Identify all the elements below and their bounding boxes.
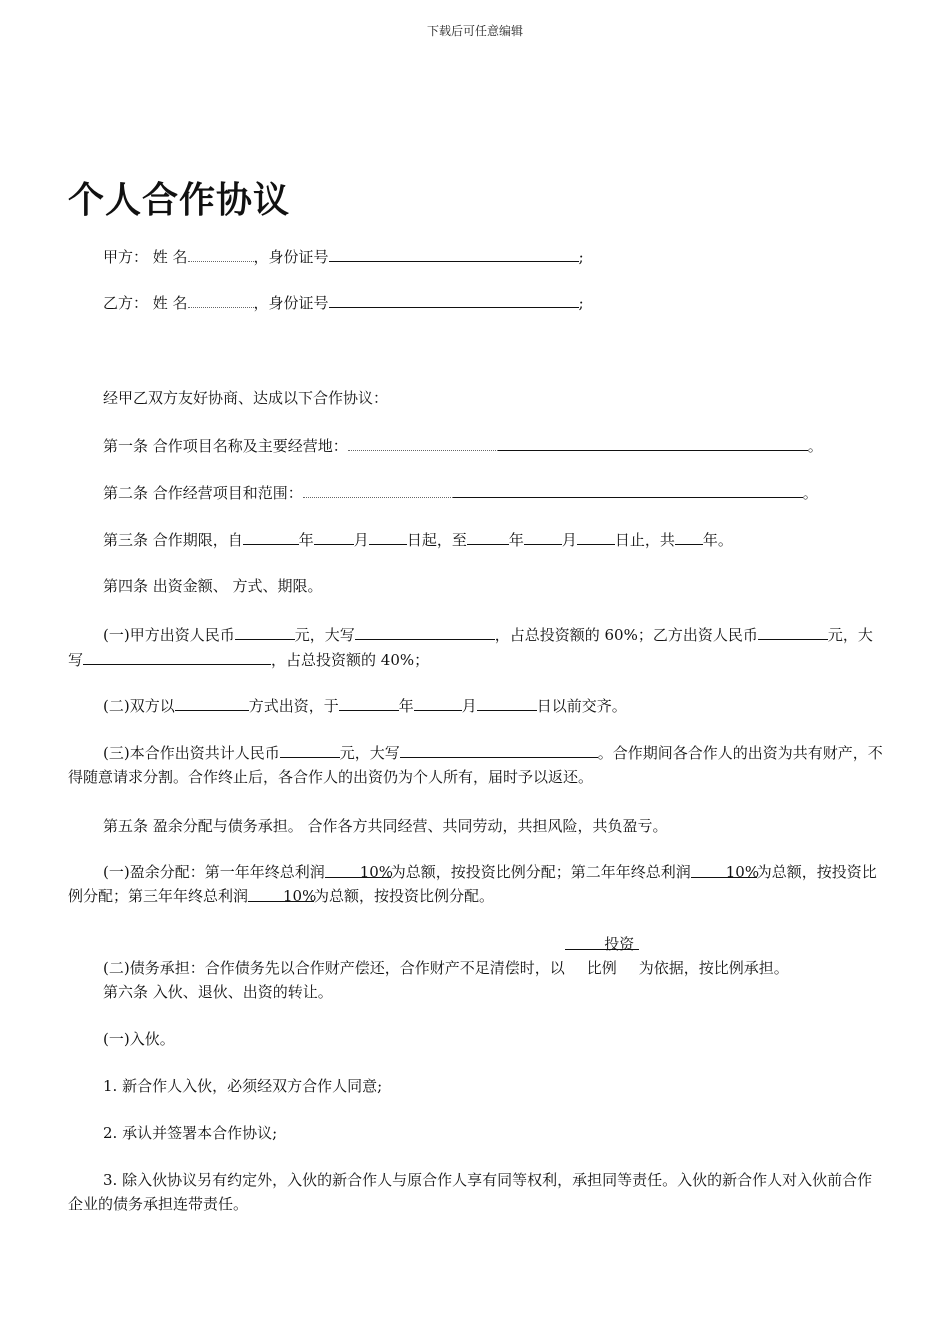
blank-total-amount-words [400,740,598,758]
clause-4-3-text-c: 。合作期间各合作人的出资为共有财产，不得随意请求分割。合作终止后，各合作人的出资仍为个人所有，届时予以返还。 [68,744,883,786]
blank-end-day [577,527,615,545]
party-a-id-blank [329,244,579,262]
article-1-text: 第一条 合作项目名称及主要经营地： [103,437,348,455]
article-2-blank [453,480,803,498]
clause-4-2-text-a: (二)双方以 [103,697,175,715]
article-4-clause-1 [68,622,884,672]
clause-5-2-text-b: 为依据，按比例承担。 [638,959,789,977]
article-4: 第四条 出资金额、 方式、期限。 [103,577,323,595]
party-b-label: 乙方： 姓 名 [103,294,188,312]
party-b-id-blank [329,290,579,308]
article-1-blank-dotted [348,433,498,451]
article-2 [103,480,818,505]
article-1-end: 。 [807,437,823,455]
item-2: 2. 承认并签署本合作协议; [103,1124,278,1142]
clause-4-1-text-a: (一)甲方出资人民币 [103,626,235,644]
article-4-clause-3 [68,740,884,789]
clause-4-2-text-e: 日以前交齐。 [536,697,627,715]
blank-pay-month [414,693,462,711]
blank-start-year [243,527,299,545]
article-3-text-d: 日起，至 [406,531,467,549]
article-3-text-h: 年。 [702,531,733,549]
article-5-clause-1 [68,860,884,908]
clause-5-2-text-a: (二)债务承担：合作债务先以合作财产偿还，合作财产不足清偿时，以 [103,959,565,977]
page-header-note: 下载后可任意编辑 [426,24,523,38]
party-b-name-blank [188,290,254,308]
blank-a-amount [235,622,295,640]
party-a-id-label: ，身份证号 [253,248,329,266]
blank-pay-day [477,693,537,711]
blank-total-years [675,527,703,545]
article-2-end: 。 [802,484,818,502]
profit-year-1: 10% [325,860,391,878]
clause-4-2-text-c: 年 [398,697,414,715]
article-3-text-e: 年 [508,531,524,549]
clause-4-1-text-c: ，占总投资额的 60%；乙方出资人民币 [494,626,758,644]
blank-b-amount [758,622,828,640]
blank-start-month [314,527,354,545]
clause-4-1-text-b: 元，大写 [294,626,355,644]
article-3-text-a: 第三条 合作期限，自 [103,531,243,549]
intro-text: 经甲乙双方友好协商、达成以下合作协议： [103,389,389,407]
clause-4-3-text-b: 元，大写 [339,744,400,762]
clause-4-3-text-a: (三)本合作出资共计人民币 [103,744,280,762]
article-4-clause-2 [68,693,884,718]
clause-4-1-text-d: 元，大写 [68,626,873,669]
article-3 [103,527,733,552]
blank-b-amount-words [83,647,271,665]
party-a-label: 甲方： 姓 名 [103,248,188,266]
profit-year-3: 10% [248,884,314,902]
article-3-text-f: 月 [561,531,577,549]
article-3-text-g: 日止，共 [614,531,675,549]
article-3-text-c: 月 [353,531,369,549]
party-a-line [103,244,584,269]
clause-5-1-text-a: (一)盈余分配：第一年年终总利润 [103,863,325,881]
article-2-text: 第二条 合作经营项目和范围： [103,484,303,502]
article-1-blank [498,433,808,451]
clause-4-2-text-b: 方式出资，于 [248,697,339,715]
clause-5-1-text-c: 为总额，按投资比例分配；第三年年终总利润 [68,863,877,905]
blank-pay-year [339,693,399,711]
item-3: 3. 除入伙协议另有约定外，入伙的新合作人与原合作人享有同等权利，承担同等责任。入伙的新合作人对入伙前合作企业的债务承担连带责任。 [68,1171,873,1213]
article-6: 第六条 入伙、退伙、出资的转让。 [103,983,333,1001]
article-1 [103,433,823,458]
clause-5-1-text-b: 为总额，按投资比例分配；第二年年终总利润 [390,863,691,881]
document-title: 个人合作协议 [68,180,291,221]
clause-4-2-text-d: 月 [461,697,477,715]
blank-method [175,693,249,711]
party-b-line [103,290,584,315]
profit-year-2: 10% [691,860,757,878]
party-a-end: ; [578,248,584,266]
blank-end-month [524,527,562,545]
blank-start-day [369,527,407,545]
party-b-end: ; [578,294,584,312]
article-6-clause-1: (一)入伙。 [103,1030,175,1048]
clause-4-1-text-e: ，占总投资额的 40%； [271,651,430,669]
party-a-name-blank [188,244,254,262]
item-1: 1. 新合作人入伙，必须经双方合作人同意; [103,1077,383,1095]
blank-total-amount [280,740,340,758]
blank-a-amount-words [355,622,495,640]
blank-end-year [467,527,509,545]
debt-basis: 投资比例 [565,932,639,950]
article-2-blank-dotted [303,480,453,498]
clause-5-1-text-d: 为总额，按投资比例分配。 [314,887,495,905]
article-5: 第五条 盈余分配与债务承担。 合作各方共同经营、共同劳动，共担风险，共负盈亏。 [103,817,668,835]
party-b-id-label: ，身份证号 [253,294,329,312]
article-3-text-b: 年 [298,531,314,549]
article-5-clause-2 [68,932,884,980]
